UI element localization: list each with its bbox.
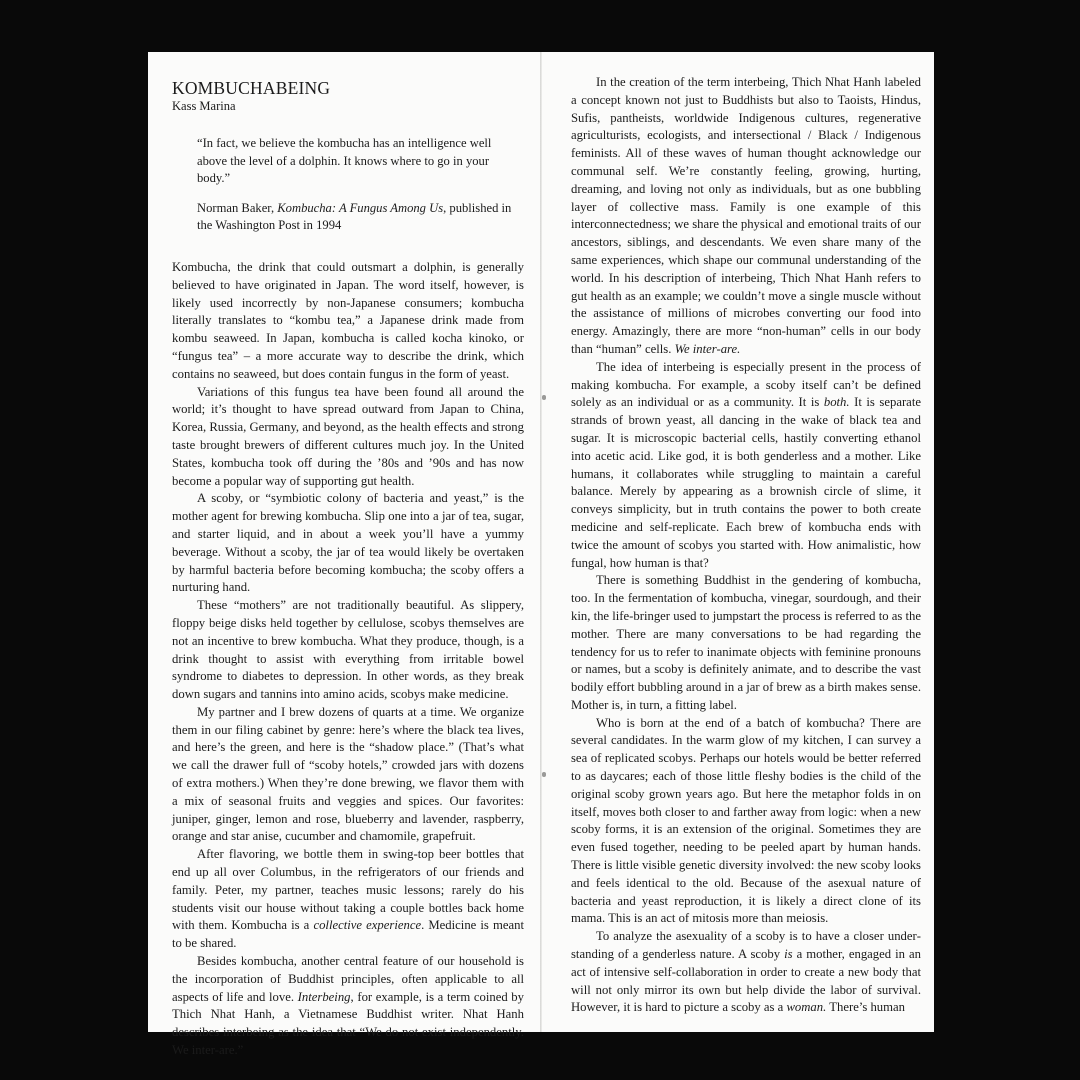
emphasis: both. — [823, 395, 850, 410]
text-run: In the creation of the term interbeing, Thich Nhat Hanh labeled a concept known not just to Buddhists but also to Taoists, Hindus, Sufis, pantheists, worldwide Indigenous cultures, regenerative agriculturists, ecologists, and intersectional / Black / Indigenous feminists. All of these waves of human thought acknowledge our communal self. We’re constantly feeling, growing, hurting, dreaming, and loving not only as individuals, but as one bubbling layer of collective mass. Family is one example of this interconnectedness; we share the physical and emotional traits of our ancestors, siblings, and descendants. We even share many of the same experiences, which shape our communal understanding of the world. In his description of interbeing, Thich Nhat Hanh refers to gut health as an example; we couldn’t move a single muscle without the assistance of millions of microbes converting our food into energy. Amazingly, there are more “non-human” cells in our body than “human” cells. — [571, 75, 921, 356]
text-run: It is separate strands of brown yeast, all dancing in the wake of black tea and sugar. It is microscopic bacterial cells, hastily converting ethanol into acetic acid. Like god, it is both genderless and a mother. Like humans, it collaborates while struggling to maintain a careful balance. Merely by appearing as a brownish circle of slime, it conveys simplicity, but in truth contains the power to both create medicine and self-replicate. Each brew of kombucha ends with twice the amount of scobys you started with. How animalistic, how fungal, how human is that? — [571, 395, 921, 570]
text-run: a mother, engaged in an act of intensive self-collaboration in order to create a new body that will not only mirror its own but help divide the labor of survival. However, it is hard to picture a scoby as a — [571, 947, 921, 1015]
zine-spread — [148, 52, 934, 1058]
article-title: KOMBUCHABEING — [172, 78, 331, 98]
paragraph — [571, 359, 921, 573]
text-run: , for example, is a term coined by Thich Nhat Hanh, a Vietnamese Buddhist writer. Nhat Hanh describes interbeing as the idea that “We do not exist independently. We inter-are.” — [172, 989, 524, 1058]
text-run: There’s human — [826, 1000, 905, 1015]
epigraph-source-name: Norman Baker, — [197, 200, 278, 215]
paragraph — [172, 846, 524, 953]
epigraph-source-tail: , published in the Washington Post in 1994 — [197, 200, 512, 233]
paragraph: Variations of this fungus tea have been found all around the world; it’s thought to have spread outward from Japan to China, Korea, Russia, Germany, and beyond, as the health effects and strong taste brought brewers of different cultures much joy. In the United States, kombucha took off during the ’80s and ’90s and has now become a popular way of supporting gut health. — [172, 384, 524, 488]
article-author: Kass Marina — [172, 99, 236, 113]
right-body — [571, 74, 921, 1017]
paragraph: My partner and I brew dozens of quarts at a time. We organize them in our filing cabinet by genre: here’s where the black tea lives, and here’s the green, and here is the “shadow place.” (That’s what we call the drawer full of “scoby hotels,” crowded jars with dozens of extra mothers.) When they’re done brewing, we flavor them with a mix of seasonal fruits and veggies and spices. Our favorites: juniper, ginger, lemon and rose, blueberry and lavender, raspberry, orange and star anise, cucumber and chamomile, grapefruit. — [172, 704, 524, 844]
epigraph-source-book: Kombucha: A Fungus Among Us — [277, 200, 444, 215]
center-gutter — [540, 52, 542, 1032]
emphasis: Interbeing — [297, 989, 351, 1004]
paragraph: Who is born at the end of a batch of kombucha? There are several candidates. In the warm glow of my kitchen, I can survey a sea of replicated scobys. Perhaps our hotels would be better referred to as daycares; each of those little fleshy bodies is the child of the original scoby grown years ago. But here the metaphor folds in on itself, moves both closer to and farther away from logic: when a new scoby forms, it is an extension of the original. Sometimes they are even fused together, needing to be peeled apart by human hands. There is little visible genetic diversity involved: the new scoby looks and feels identical to the old. Because of the asexual nature of bacteria and yeast reproduction, it is likely a direct clone of its mama. This is an act of mitosis more than meiosis. — [571, 715, 921, 926]
paragraph: Kombucha, the drink that could outsmart a dolphin, is generally believed to have originated in Japan. The word itself, however, is likely used incorrectly by non-Japanese consumers; kombucha literally translates to “kombu tea,” a Japanese drink made from kombu seaweed. In Japan, kombucha is called kocha kinoko, or “fungus tea” – a more accurate way to describe the drink, which contains no seaweed, but does contain fungus in the form of yeast. — [172, 259, 524, 381]
paragraph — [571, 928, 921, 1017]
text-run: The idea of interbeing is especially present in the process of making kombucha. For example, a scoby itself can’t be defined solely as an individual or as a community. It is — [571, 359, 921, 410]
text-run: . Medicine is meant to be shared. — [172, 918, 524, 951]
epigraph-source — [197, 200, 524, 235]
left-body — [172, 259, 524, 1060]
epigraph — [197, 135, 524, 235]
right-page — [571, 52, 921, 1032]
epigraph-quote: “In fact, we believe the kombucha has an intelligence well above the level of a dolphin. It knows where to go in your body.” — [197, 136, 492, 186]
paragraph — [571, 74, 921, 359]
emphasis: woman. — [786, 1000, 827, 1015]
paragraph: There is something Buddhist in the gendering of kombucha, too. In the fermentation of kombucha, vinegar, sourdough, and their kin, the life-bringer used to jumpstart the process is referred to as the mother. There are many conversations to be had regarding the tendency for us to refer to inanimate objects with feminine pronouns or names, but a scoby is definitely animate, and to describe the vast bodily effort bubbling around in a jar of brew as a birth makes sense. Mother is, in turn, a fitting label. — [571, 573, 921, 712]
staple-mark — [542, 772, 546, 777]
emphasis: We inter-are. — [674, 341, 741, 356]
emphasis: is — [784, 947, 793, 962]
staple-mark — [542, 395, 546, 400]
left-page — [172, 52, 524, 1058]
text-run: To analyze the asexuality of a scoby is to have a closer understanding of a genderless nature. A scoby — [571, 929, 921, 962]
paragraph: These “mothers” are not traditionally beautiful. As slippery, floppy beige disks held together by cellulose, scobys themselves are not an incentive to brew kombucha. What they produce, though, is a drink thought to assist with everything from irritable bowel syndrome to diabetes to depression. In other words, as they break down sugars and tannins into amino acids, scobys make medicine. — [172, 598, 524, 702]
text-run: After flavoring, we bottle them in swing-top beer bottles that end up all over Columbus, in the refrigerators of our friends and family. Peter, my partner, teaches music lessons; rarely do his students visit our house without taking a couple bottles back home with them. Kombucha is a — [172, 847, 524, 933]
emphasis: collective experience — [313, 918, 422, 933]
text-run: Besides kombucha, another central feature of our household is the incorporation of Buddhist principles, often applicable to all aspects of life and love. — [172, 954, 524, 1004]
paragraph: A scoby, or “symbiotic colony of bacteria and yeast,” is the mother agent for brewing kombucha. Slip one into a jar of tea, sugar, and starter liquid, and in about a week you’ll have a yummy beverage. Without a scoby, the jar of tea would likely be overtaken by harmful bacteria before becoming kombucha; the scoby offers a nurturing hand. — [172, 491, 524, 595]
paragraph — [172, 953, 524, 1060]
